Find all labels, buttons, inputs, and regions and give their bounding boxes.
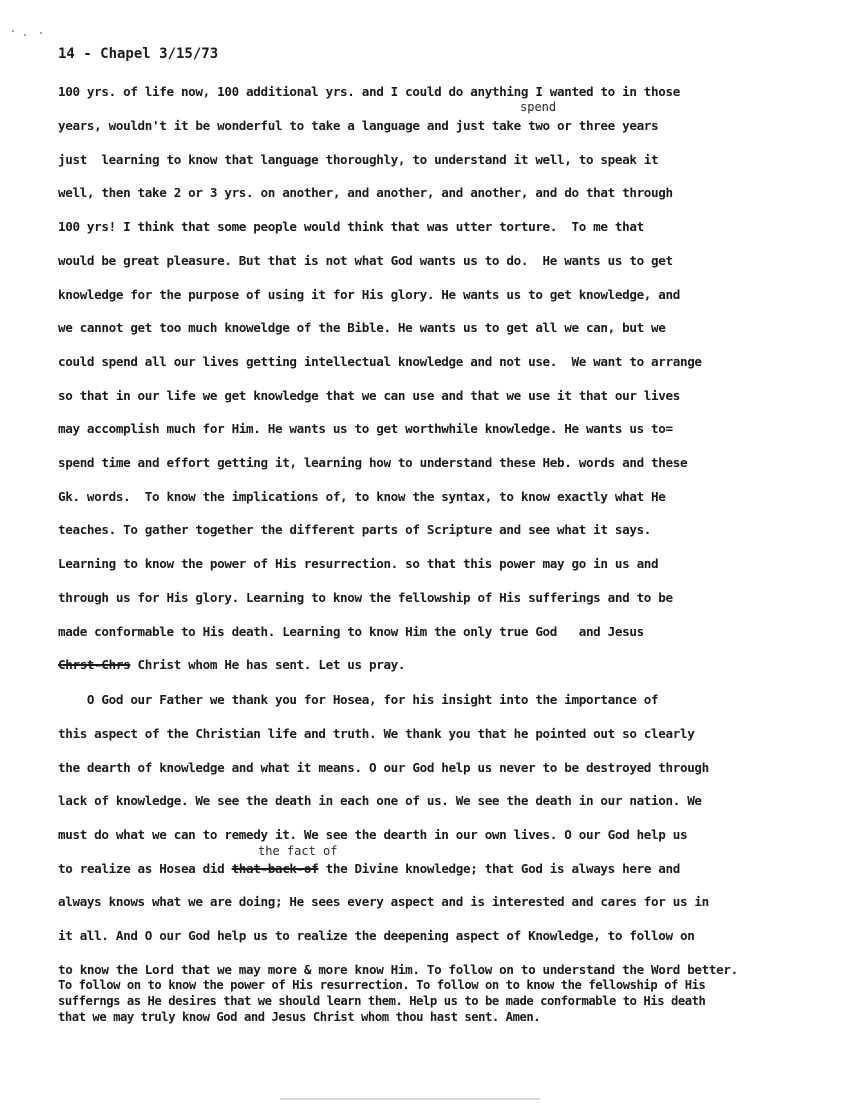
paper-speck [24, 34, 26, 36]
insertion-the-fact-of: the fact of [258, 844, 338, 858]
prayer-line-6 [58, 861, 680, 876]
text-line-15: Learning to know the power of His resurrection. so that this power may go in us and [58, 556, 659, 571]
text-line-12: spend time and effort getting it, learning how to understand these Heb. words and these [58, 455, 688, 470]
paper-speck [40, 32, 42, 34]
prayer-line-10: To follow on to know the power of His resurrection. To follow on to know the fellowship of His [58, 978, 706, 992]
text-line-7: knowledge for the purpose of using it for His glory. He wants us to get knowledge, and [58, 287, 680, 302]
text-line-3: just learning to know that language thoroughly, to understand it well, to speak it [58, 152, 659, 167]
prayer-line-3: the dearth of knowledge and what it means. O our God help us never to be destroyed through [58, 760, 709, 775]
text-fragment: Christ whom He has sent. Let us pray. [130, 657, 406, 672]
bottom-edge-mark [280, 1098, 540, 1100]
text-line-10: so that in our life we get knowledge that we can use and that we use it that our lives [58, 388, 680, 403]
text-line-18 [58, 657, 405, 672]
struck-text: that-back-of [231, 861, 319, 876]
text-line-2: years, wouldn't it be wonderful to take a language and just take two or three years [58, 118, 659, 133]
text-fragment: the Divine knowledge; that God is always here and [318, 861, 680, 876]
struck-text: Chrst-Chrs [58, 657, 131, 672]
page-header: 14 - Chapel 3/15/73 [58, 46, 219, 62]
text-line-8: we cannot get too much knoweldge of the Bible. He wants us to get all we can, but we [58, 320, 666, 335]
text-line-13: Gk. words. To know the implications of, to know the syntax, to know exactly what He [58, 489, 666, 504]
text-line-9: could spend all our lives getting intellectual knowledge and not use. We want to arrange [58, 354, 702, 369]
prayer-line-5: must do what we can to remedy it. We see the dearth in our own lives. O our God help us [58, 827, 688, 842]
text-line-16: through us for His glory. Learning to know the fellowship of His sufferings and to be [58, 590, 673, 605]
prayer-line-7: always knows what we are doing; He sees every aspect and is interested and cares for us in [58, 894, 709, 909]
prayer-line-2: this aspect of the Christian life and truth. We thank you that he pointed out so clearly [58, 726, 695, 741]
text-fragment: to realize as Hosea did [58, 861, 232, 876]
text-line-1: 100 yrs. of life now, 100 additional yrs. and I could do anything I wanted to in those [58, 84, 680, 99]
prayer-line-12: that we may truly know God and Jesus Christ whom thou hast sent. Amen. [58, 1010, 541, 1024]
prayer-line-11: sufferngs as He desires that we should learn them. Help us to be made conformable to His death [58, 994, 706, 1008]
paper-speck [12, 30, 14, 32]
text-line-17: made conformable to His death. Learning to know Him the only true God and Jesus [58, 624, 644, 639]
text-line-11: may accomplish much for Him. He wants us to get worthwhile knowledge. He wants us to= [58, 421, 673, 436]
prayer-line-9: to know the Lord that we may more & more know Him. To follow on to understand the Word better. [58, 962, 738, 977]
prayer-line-4: lack of knowledge. We see the death in each one of us. We see the death in our nation. We [58, 793, 702, 808]
text-line-5: 100 yrs! I think that some people would think that was utter torture. To me that [58, 219, 644, 234]
prayer-line-8: it all. And O our God help us to realize the deepening aspect of Knowledge, to follow on [58, 928, 695, 943]
text-line-6: would be great pleasure. But that is not what God wants us to do. He wants us to get [58, 253, 673, 268]
prayer-line-1: O God our Father we thank you for Hosea, for his insight into the importance of [58, 692, 659, 707]
text-line-4: well, then take 2 or 3 yrs. on another, and another, and another, and do that through [58, 185, 673, 200]
insertion-spend: spend [520, 100, 557, 114]
text-line-14: teaches. To gather together the different parts of Scripture and see what it says. [58, 522, 652, 537]
